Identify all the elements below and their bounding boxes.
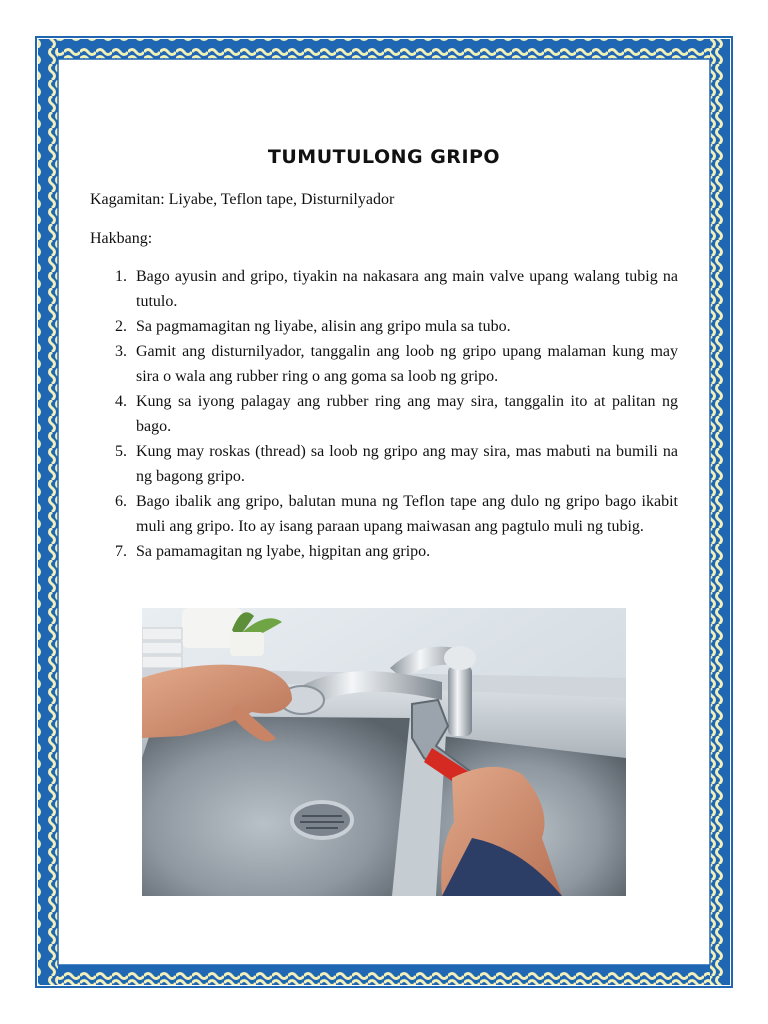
step-number: 6. [115,493,127,510]
step-text: Kung sa iyong palagay ang rubber ring ang may sira, tanggalin ito at palitan ng bago. [136,393,678,435]
step-text: Bago ayusin and gripo, tiyakin na nakasara ang main valve upang walang tubig na tutulo. [136,268,678,310]
steps-label: Hakbang: [90,230,153,247]
document-title: TUMUTULONG GRIPO [267,146,501,168]
step-text: Sa pamamagitan ng lyabe, higpitan ang gripo. [136,543,431,560]
step-number: 2. [115,318,127,335]
page-content [58,58,710,966]
faucet-repair-photo [142,608,626,896]
step-item [90,439,678,489]
step-number: 4. [115,393,127,410]
step-item [90,489,678,539]
step-text: Bago ibalik ang gripo, balutan muna ng Teflon tape ang dulo ng gripo bago ikabit muli ang gripo. Ito ay isang paraan upang maiwasan ang pagtulo muli ng tubig. [136,493,678,535]
step-number: 1. [115,268,127,285]
step-item [90,264,678,314]
steps-list [90,264,678,564]
step-item [90,539,678,564]
step-text: Sa pagmamagitan ng liyabe, alisin ang gripo mula sa tubo. [136,318,511,335]
step-text: Gamit ang disturnilyador, tanggalin ang loob ng gripo upang malaman kung may sira o wala ang rubber ring o ang goma sa loob ng gripo. [136,343,678,385]
step-text: Kung may roskas (thread) sa loob ng gripo ang may sira, mas mabuti na bumili na ng bagong gripo. [136,443,678,485]
step-number: 5. [115,443,127,460]
step-item [90,389,678,439]
step-number: 3. [115,343,127,360]
step-item [90,314,678,339]
materials-line: Kagamitan: Liyabe, Teflon tape, Disturnilyador [90,191,395,208]
step-number: 7. [115,543,127,560]
step-item [90,339,678,389]
